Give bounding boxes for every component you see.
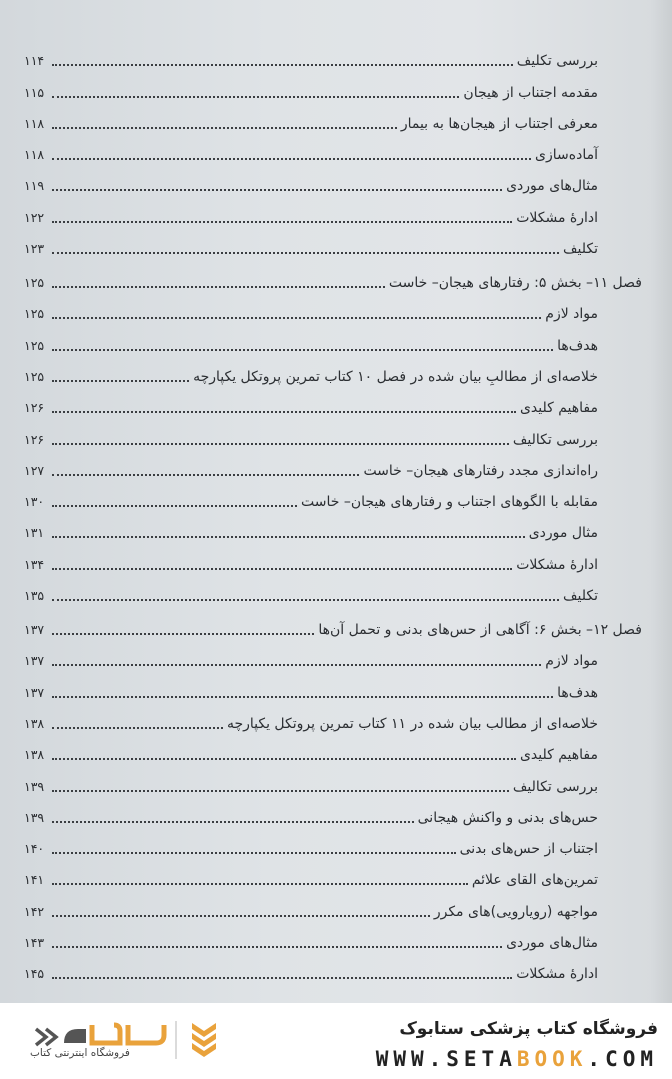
toc-entry-row xyxy=(24,165,642,196)
toc-leader-dots xyxy=(52,411,516,413)
toc-entry-title: تکلیف xyxy=(563,588,598,605)
toc-entry-title: بررسی تکالیف xyxy=(512,778,598,795)
toc-entry-title: ادارهٔ مشکلات xyxy=(516,209,598,226)
toc-entry-title: مثال موردی xyxy=(528,525,598,542)
toc-page-number: ۱۲۵ xyxy=(24,275,45,291)
toc-entry-row xyxy=(24,671,642,702)
toc-entry-title: مثال‌های موردی xyxy=(506,178,598,195)
toc-entry-row xyxy=(24,418,642,449)
toc-page-number: ۱۲۳ xyxy=(24,241,45,257)
toc-entry-row xyxy=(24,512,642,543)
toc-entry-title: حس‌های بدنی و واکنش هیجانی xyxy=(417,809,598,826)
toc-entry-row xyxy=(24,40,642,71)
toc-leader-dots xyxy=(52,189,502,191)
toc-entry-title: هدف‌ها xyxy=(557,684,598,701)
toc-entry-row xyxy=(24,859,642,890)
toc-entry-title: مفاهیم کلیدی xyxy=(519,400,598,417)
toc-leader-dots xyxy=(52,64,513,66)
toc-leader-dots xyxy=(52,790,509,792)
toc-entry-title: خلاصه‌ای از مطالب بیان شده در ۱۱ کتاب تمرین پروتکل یکپارچه xyxy=(226,715,598,732)
toc-leader-dots xyxy=(52,821,414,823)
toc-entry-title: تکلیف xyxy=(563,241,598,258)
toc-entry-title: ادارهٔ مشکلات xyxy=(516,556,598,573)
logo-tagline: فروشگاه اینترنتی کتاب xyxy=(30,1047,130,1059)
toc-chapter-row xyxy=(24,606,642,640)
toc-leader-dots xyxy=(52,727,223,729)
toc-page-number: ۱۱۴ xyxy=(24,53,45,69)
url-part-3: .COM xyxy=(587,1047,658,1071)
toc-entry-row xyxy=(24,543,642,574)
url-part-1: WWW.SETA xyxy=(375,1047,517,1071)
toc-leader-dots xyxy=(52,286,385,288)
toc-leader-dots xyxy=(52,977,512,979)
toc-entry-title: آماده‌سازی xyxy=(535,147,598,164)
toc-entry-row xyxy=(24,228,642,259)
store-name: فروشگاه کتاب پزشکی ستابوک xyxy=(399,1019,658,1039)
toc-entry-row xyxy=(24,575,642,606)
toc-leader-dots xyxy=(52,505,297,507)
toc-page-number: ۱۳۹ xyxy=(24,778,45,794)
toc-entry-row xyxy=(24,828,642,859)
toc-page-number: ۱۴۳ xyxy=(24,935,45,951)
toc-entry-title: فصل ۱۲– بخش ۶: آگاهی از حس‌های بدنی و تحمل آن‌ها xyxy=(318,622,642,639)
toc-entry-row xyxy=(24,734,642,765)
toc-chapter-row xyxy=(24,259,642,293)
toc-leader-dots xyxy=(52,664,541,666)
toc-entry-row xyxy=(24,293,642,324)
toc-page-number: ۱۳۰ xyxy=(24,494,45,510)
toc-page-number: ۱۴۱ xyxy=(24,872,45,888)
table-of-contents xyxy=(24,40,642,984)
toc-leader-dots xyxy=(52,915,430,917)
toc-page-number: ۱۴۲ xyxy=(24,903,45,919)
toc-entry-title: فصل ۱۱– بخش ۵: رفتارهای هیجان– خاست xyxy=(388,275,642,292)
toc-entry-title: مفاهیم کلیدی xyxy=(519,747,598,764)
toc-entry-row xyxy=(24,481,642,512)
toc-entry-title: مواجهه (رویارویی)های مکرر xyxy=(433,903,598,920)
toc-leader-dots xyxy=(52,883,468,885)
toc-page-number: ۱۲۵ xyxy=(24,368,45,384)
toc-page-number: ۱۳۵ xyxy=(24,588,45,604)
toc-page-number: ۱۲۷ xyxy=(24,462,45,478)
toc-entry-row xyxy=(24,324,642,355)
toc-entry-row xyxy=(24,797,642,828)
toc-leader-dots xyxy=(52,758,516,760)
toc-leader-dots xyxy=(52,380,189,382)
toc-leader-dots xyxy=(52,599,559,601)
toc-entry-title: بررسی تکلیف xyxy=(516,53,598,70)
toc-page-number: ۱۱۹ xyxy=(24,178,45,194)
toc-entry-title: مقدمه اجتناب از هیجان xyxy=(463,84,598,101)
toc-entry-title: مثال‌های موردی xyxy=(506,935,598,952)
toc-leader-dots xyxy=(52,158,531,160)
toc-page-number: ۱۴۵ xyxy=(24,966,45,982)
toc-entry-title: خلاصه‌ای از مطالبِ بیان شده در فصل ۱۰ کتاب تمرین پروتکل یکپارچه xyxy=(193,368,598,385)
toc-leader-dots xyxy=(52,443,509,445)
toc-entry-row xyxy=(24,890,642,921)
toc-leader-dots xyxy=(52,633,314,635)
toc-leader-dots xyxy=(52,349,553,351)
toc-page-number: ۱۳۷ xyxy=(24,653,45,669)
toc-page-number: ۱۳۴ xyxy=(24,556,45,572)
toc-entry-row xyxy=(24,922,642,953)
toc-page-number: ۱۱۵ xyxy=(24,84,45,100)
toc-leader-dots xyxy=(52,946,502,948)
toc-page-number: ۱۳۷ xyxy=(24,684,45,700)
toc-entry-row xyxy=(24,103,642,134)
toc-entry-title: هدف‌ها xyxy=(557,337,598,354)
toc-entry-row xyxy=(24,71,642,102)
toc-leader-dots xyxy=(52,127,397,129)
toc-entry-row xyxy=(24,134,642,165)
toc-entry-row xyxy=(24,356,642,387)
toc-entry-row xyxy=(24,196,642,227)
toc-page-number: ۱۲۶ xyxy=(24,431,45,447)
toc-entry-title: مواد لازم xyxy=(545,306,598,323)
url-part-2: BOOK xyxy=(516,1047,588,1071)
toc-leader-dots xyxy=(52,252,559,254)
toc-leader-dots xyxy=(52,568,512,570)
toc-page-number: ۱۲۵ xyxy=(24,306,45,322)
toc-entry-row xyxy=(24,953,642,984)
toc-entry-title: معرفی اجتناب از هیجان‌ها به بیمار xyxy=(400,115,598,132)
toc-leader-dots xyxy=(52,96,459,98)
toc-entry-title: مواد لازم xyxy=(545,653,598,670)
toc-leader-dots xyxy=(52,474,359,476)
toc-page-number: ۱۲۲ xyxy=(24,209,45,225)
toc-page-number: ۱۲۶ xyxy=(24,400,45,416)
toc-entry-title: مقابله با الگوهای اجتناب و رفتارهای هیجان– خاست xyxy=(300,494,598,511)
toc-page-number: ۱۱۸ xyxy=(24,115,45,131)
toc-page-number: ۱۳۱ xyxy=(24,525,45,541)
toc-entry-row xyxy=(24,703,642,734)
toc-page-number: ۱۳۷ xyxy=(24,622,45,638)
toc-entry-title: تمرین‌های القای علائم xyxy=(471,872,598,889)
store-url[interactable] xyxy=(376,1047,658,1071)
watermark-footer xyxy=(0,1003,672,1079)
toc-page-number: ۱۴۰ xyxy=(24,841,45,857)
toc-leader-dots xyxy=(52,221,512,223)
toc-entry-row xyxy=(24,450,642,481)
toc-page-number: ۱۳۹ xyxy=(24,809,45,825)
toc-leader-dots xyxy=(52,317,541,319)
toc-leader-dots xyxy=(52,536,525,538)
toc-entry-row xyxy=(24,640,642,671)
toc-leader-dots xyxy=(52,696,553,698)
toc-entry-title: راه‌اندازی مجدد رفتارهای هیجان– خاست xyxy=(363,462,598,479)
toc-page-number: ۱۳۸ xyxy=(24,747,45,763)
toc-entry-title: ادارهٔ مشکلات xyxy=(516,966,598,983)
toc-page-number: ۱۳۸ xyxy=(24,715,45,731)
toc-entry-title: بررسی تکالیف xyxy=(512,431,598,448)
toc-page-number: ۱۱۸ xyxy=(24,147,45,163)
toc-entry-title: اجتناب از حس‌های بدنی xyxy=(459,841,598,858)
toc-entry-row xyxy=(24,387,642,418)
toc-leader-dots xyxy=(52,852,456,854)
toc-page-number: ۱۲۵ xyxy=(24,337,45,353)
toc-entry-row xyxy=(24,765,642,796)
